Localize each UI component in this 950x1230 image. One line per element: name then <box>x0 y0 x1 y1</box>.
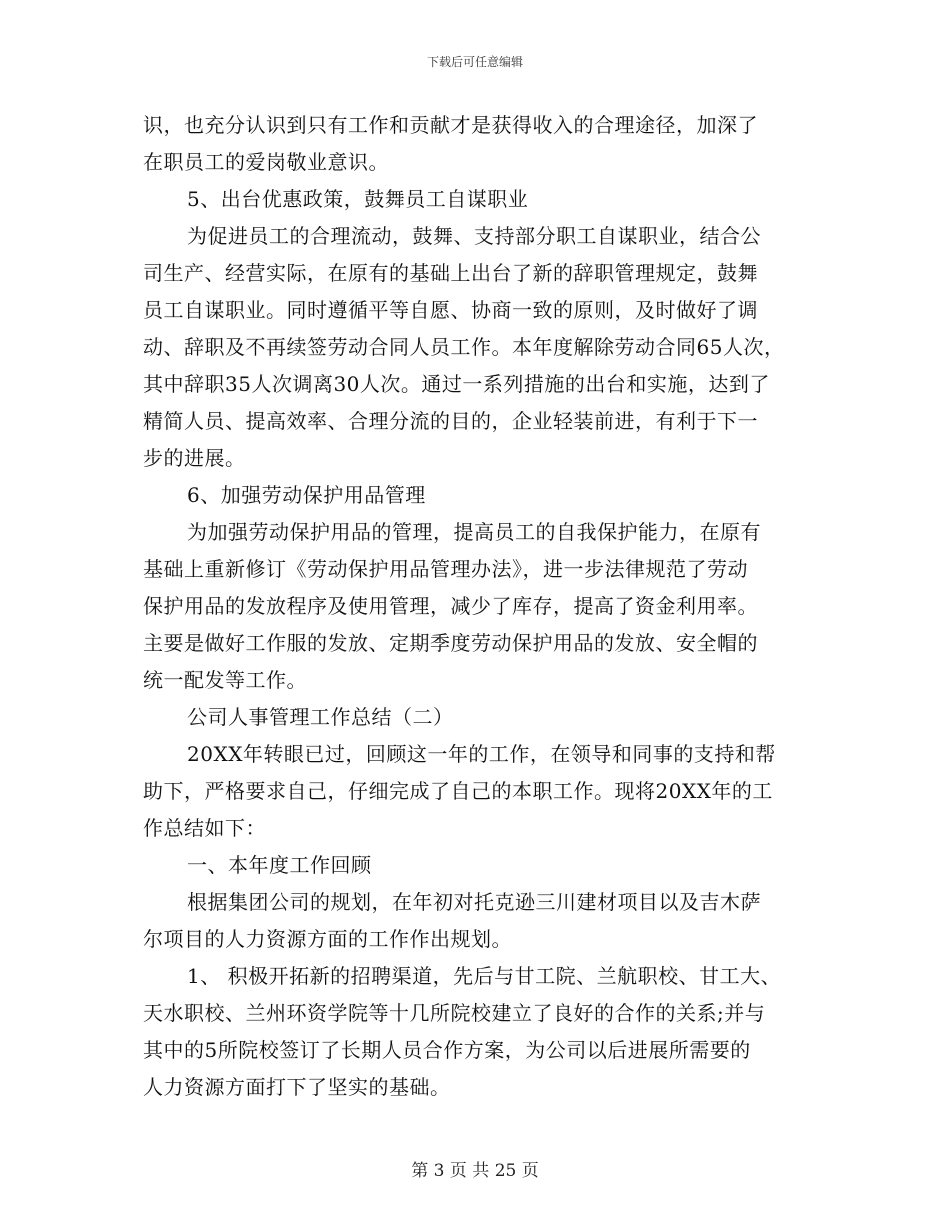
text-line: 步的进展。 <box>143 446 246 470</box>
page-header: 下载后可任意编辑 <box>426 55 523 69</box>
text-line: 员工自谋职业。同时遵循平等自愿、协商一致的原则，及时做好了调 <box>143 298 758 322</box>
text-line: 尔项目的人力资源方面的工作作出规划。 <box>143 927 512 951</box>
text-line: 动、辞职及不再续签劳动合同人员工作。本年度解除劳动合同65人次， <box>143 335 785 359</box>
text-line: 精简人员、提高效率、合理分流的目的，企业轻装前进，有利于下一 <box>143 409 758 433</box>
text-line: 主要是做好工作服的发放、定期季度劳动保护用品的发放、安全帽的 <box>143 631 758 655</box>
text-line: 6、加强劳动保护用品管理 <box>187 483 426 507</box>
text-line: 保护用品的发放程序及使用管理，减少了库存，提高了资金利用率。 <box>143 594 758 618</box>
text-line: 其中的5所院校签订了长期人员合作方案，为公司以后进展所需要的 <box>143 1038 751 1062</box>
text-line: 作总结如下： <box>143 816 266 840</box>
page-footer: 第 3 页 共 25 页 <box>411 1161 539 1181</box>
text-line: 1、 积极开拓新的招聘渠道，先后与甘工院、兰航职校、甘工大、 <box>187 964 782 988</box>
text-line: 20XX年转眼已过，回顾这一年的工作，在领导和同事的支持和帮 <box>187 742 776 766</box>
text-line: 一、本年度工作回顾 <box>187 853 372 877</box>
text-line: 在职员工的爱岗敬业意识。 <box>143 150 389 174</box>
text-line: 为促进员工的合理流动，鼓舞、支持部分职工自谋职业，结合公 <box>187 224 761 248</box>
text-line: 其中辞职35人次调离30人次。通过一系列措施的出台和实施，达到了 <box>143 372 770 396</box>
text-line: 人力资源方面打下了坚实的基础。 <box>143 1075 451 1099</box>
text-line: 助下，严格要求自己，仔细完成了自己的本职工作。现将20XX年的工 <box>143 779 773 803</box>
text-line: 为加强劳动保护用品的管理，提高员工的自我保护能力，在原有 <box>187 520 761 544</box>
text-line: 5、出台优惠政策，鼓舞员工自谋职业 <box>187 187 529 211</box>
text-line: 识，也充分认识到只有工作和贡献才是获得收入的合理途径，加深了 <box>143 113 758 137</box>
document-body <box>143 107 823 1106</box>
text-line: 统一配发等工作。 <box>143 668 307 692</box>
text-line: 公司人事管理工作总结（二） <box>187 705 454 729</box>
text-line: 根据集团公司的规划，在年初对托克逊三川建材项目以及吉木萨 <box>187 890 761 914</box>
text-line: 基础上重新修订《劳动保护用品管理办法》，进一步法律规范了劳动 <box>143 557 748 581</box>
text-line: 天水职校、兰州环资学院等十几所院校建立了良好的合作的关系;并与 <box>143 1001 766 1025</box>
text-line: 司生产、经营实际，在原有的基础上出台了新的辞职管理规定，鼓舞 <box>143 261 758 285</box>
